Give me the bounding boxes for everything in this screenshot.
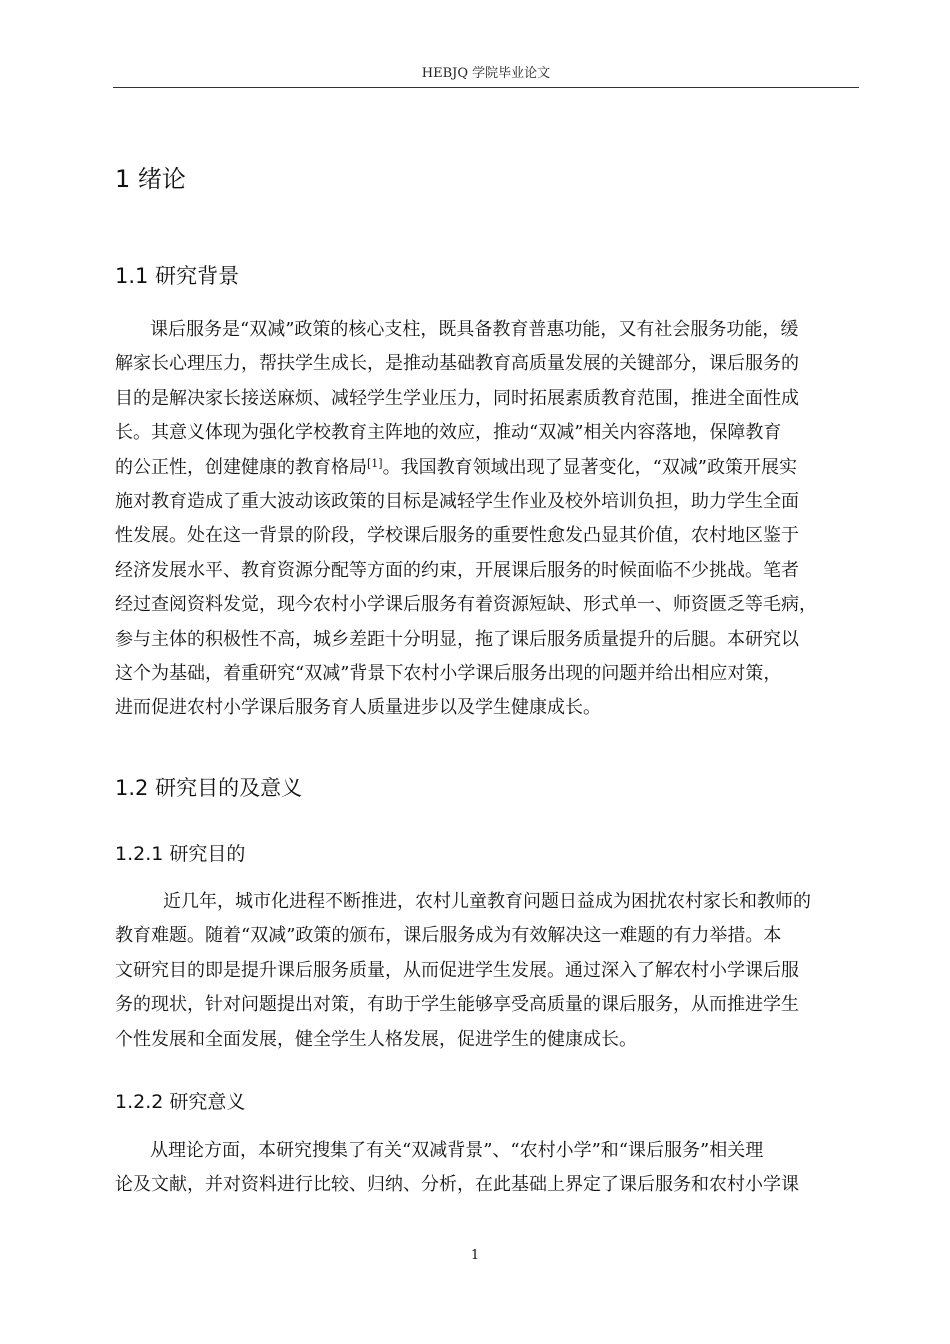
section-1-2-title: 1.2 研究目的及意义 bbox=[115, 776, 303, 800]
text-line: 这个为基础，着重研究“双减”背景下农村小学课后服务出现的问题并给出相应对策， bbox=[115, 662, 782, 684]
section-1-2-2-paragraph bbox=[115, 1134, 860, 1203]
text-line: 经过查阅资料发觉，现今农村小学课后服务有着资源短缺、形式单一、师资匮乏等毛病， bbox=[115, 594, 817, 616]
text-line: 个性发展和全面发展，健全学生人格发展，促进学生的健康成长。 bbox=[115, 1028, 637, 1050]
section-1-1-title: 1.1 研究背景 bbox=[115, 264, 240, 288]
section-1-2-1-title: 1.2.1 研究目的 bbox=[115, 843, 246, 865]
text-line-with-citation bbox=[115, 451, 860, 485]
text-segment: 。我国教育领域出现了显著变化，“双减”政策开展实 bbox=[382, 456, 797, 478]
chapter-title: 1 绪论 bbox=[115, 165, 186, 193]
page-header: HEBJQ 学院毕业论文 bbox=[421, 66, 551, 81]
text-line: 目的是解决家长接送麻烦、减轻学生学业压力，同时拓展素质教育范围，推进全面性成 bbox=[115, 387, 799, 409]
text-line: 近几年，城市化进程不断推进，农村儿童教育问题日益成为困扰农村家长和教师的 bbox=[163, 891, 811, 912]
text-line: 性发展。处在这一背景的阶段，学校课后服务的重要性愈发凸显其价值，农村地区鉴于 bbox=[115, 525, 799, 547]
text-line: 论及文献，并对资料进行比较、归纳、分析，在此基础上界定了课后服务和农村小学课 bbox=[115, 1174, 799, 1196]
section-1-2-1-paragraph bbox=[115, 885, 860, 1057]
text-segment: 的公正性，创建健康的教育格局 bbox=[115, 456, 367, 478]
text-line: 务的现状，针对问题提出对策，有助于学生能够享受高质量的课后服务，从而推进学生 bbox=[115, 994, 799, 1016]
text-line: 参与主体的积极性不高，城乡差距十分明显，拖了课后服务质量提升的后腿。本研究以 bbox=[115, 628, 799, 650]
text-line: 施对教育造成了重大波动该政策的目标是减轻学生作业及校外培训负担，助力学生全面 bbox=[115, 490, 799, 512]
section-1-2-2-title: 1.2.2 研究意义 bbox=[115, 1091, 246, 1113]
page-number: 1 bbox=[470, 1248, 480, 1263]
text-line: 经济发展水平、教育资源分配等方面的约束，开展课后服务的时候面临不少挑战。笔者 bbox=[115, 559, 799, 581]
text-line: 长。其意义体现为强化学校教育主阵地的效应，推动“双减”相关内容落地，保障教育 bbox=[115, 422, 782, 444]
header-rule bbox=[113, 87, 859, 88]
text-line: 解家长心理压力，帮扶学生成长，是推动基础教育高质量发展的关键部分，课后服务的 bbox=[115, 353, 799, 375]
text-line: 从理论方面，本研究搜集了有关“双减背景”、“农村小学”和“课后服务”相关理 bbox=[150, 1140, 764, 1161]
text-line: 课后服务是“双减”政策的核心支柱，既具备教育普惠功能，又有社会服务功能，缓 bbox=[150, 319, 799, 340]
text-line: 进而促进农村小学课后服务育人质量进步以及学生健康成长。 bbox=[115, 697, 601, 719]
section-1-1-paragraph bbox=[115, 313, 860, 726]
citation-marker[interactable]: [1] bbox=[367, 456, 383, 470]
text-line: 文研究目的即是提升课后服务质量，从而促进学生发展。通过深入了解农村小学课后服 bbox=[115, 959, 799, 981]
text-line: 教育难题。随着“双减”政策的颁布，课后服务成为有效解决这一难题的有力举措。本 bbox=[115, 925, 782, 947]
